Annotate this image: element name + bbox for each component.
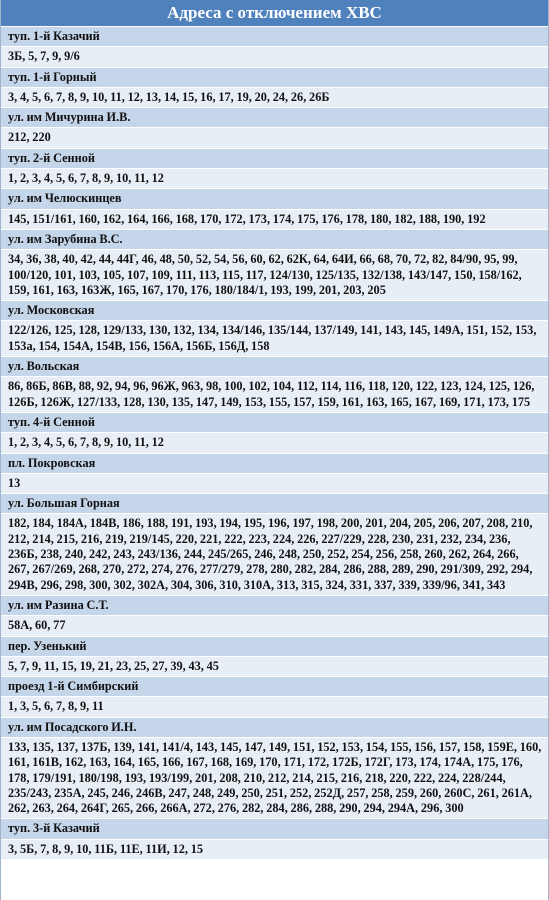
street-name-row: ул. им Разина С.Т. — [1, 596, 548, 616]
house-numbers-row: 3Б, 5, 7, 9, 9/6 — [1, 47, 548, 67]
street-name-row: туп. 4-й Сенной — [1, 413, 548, 433]
house-numbers-row: 1, 3, 5, 6, 7, 8, 9, 11 — [1, 697, 548, 717]
street-name-row: пер. Узенький — [1, 637, 548, 657]
house-numbers-row: 182, 184, 184А, 184В, 186, 188, 191, 193, 194, 195, 196, 197, 198, 200, 201, 204, 205, 206, 207, 208, 210, 212, 214, 215, 216, 219, 219/145, 220, 221, 222, 223, 224, 226, 227/229, 228, 230, 231, 232, 234, 236, 236Б, 238, 240, 242, 243, 243/136, 244, 245/265, 246, 248, 250, 252, 254, 256, 258, 260, 262, 264, 266, 267, 267/269, 268, 270, 272, 274, 276, 277/279, 278, 280, 282, 284, 286, 288, 289, 290, 291/309, 292, 294, 294В, 296, 298, 300, 302, 302А, 304, 306, 310, 310А, 313, 315, 324, 331, 337, 339, 339/96, 341, 343 — [1, 514, 548, 595]
house-numbers-row: 86, 86Б, 86В, 88, 92, 94, 96, 96Ж, 963, 98, 100, 102, 104, 112, 114, 116, 118, 120, 122, 123, 124, 125, 126, 126Б, 126Ж, 127/133, 128, 130, 135, 147, 149, 153, 155, 157, 159, 161, 163, 165, 167, 169, 171, 173, 175 — [1, 377, 548, 413]
house-numbers-row: 1, 2, 3, 4, 5, 6, 7, 8, 9, 10, 11, 12 — [1, 433, 548, 453]
house-numbers-row: 1, 2, 3, 4, 5, 6, 7, 8, 9, 10, 11, 12 — [1, 169, 548, 189]
house-numbers-row: 58А, 60, 77 — [1, 616, 548, 636]
street-name-row: ул. им Мичурина И.В. — [1, 108, 548, 128]
house-numbers-row: 5, 7, 9, 11, 15, 19, 21, 23, 25, 27, 39, 43, 45 — [1, 657, 548, 677]
street-name-row: ул. им Посадского И.Н. — [1, 718, 548, 738]
house-numbers-row: 133, 135, 137, 137Б, 139, 141, 141/4, 143, 145, 147, 149, 151, 152, 153, 154, 155, 156, 157, 158, 159Е, 160, 161, 161В, 162, 163, 164, 165, 166, 167, 168, 169, 170, 171, 172, 172Б, 172Г, 173, 174, 174А, 175, 176, 178, 179/191, 180/198, 193, 193/199, 201, 208, 210, 212, 214, 215, 216, 218, 220, 222, 224, 228/244, 235/243, 235А, 245, 246, 246В, 247, 248, 249, 250, 251, 252, 252Д, 257, 258, 259, 260, 260С, 261, 261А, 262, 263, 264, 264Г, 265, 266, 266А, 272, 276, 282, 284, 286, 288, 290, 294, 294А, 296, 300 — [1, 738, 548, 819]
house-numbers-row: 3, 4, 5, 6, 7, 8, 9, 10, 11, 12, 13, 14, 15, 16, 17, 19, 20, 24, 26, 26Б — [1, 88, 548, 108]
street-name-row: ул. Вольская — [1, 357, 548, 377]
street-name-row: ул. им Зарубина В.С. — [1, 230, 548, 250]
street-name-row: туп. 3-й Казачий — [1, 819, 548, 839]
house-numbers-row: 13 — [1, 474, 548, 494]
address-list — [1, 27, 548, 860]
house-numbers-row: 3, 5Б, 7, 8, 9, 10, 11Б, 11Е, 11И, 12, 15 — [1, 840, 548, 860]
street-name-row: туп. 1-й Горный — [1, 68, 548, 88]
house-numbers-row: 34, 36, 38, 40, 42, 44, 44Г, 46, 48, 50, 52, 54, 56, 60, 62, 62К, 64, 64И, 66, 68, 70, 72, 82, 84/90, 95, 99, 100/120, 101, 103, 105, 107, 109, 111, 113, 115, 117, 124/130, 125/135, 132/138, 143/147, 150, 158/162, 159, 161, 163, 163Ж, 165, 167, 170, 176, 180/184/1, 193, 199, 201, 203, 205 — [1, 250, 548, 301]
house-numbers-row: 212, 220 — [1, 128, 548, 148]
street-name-row: пл. Покровская — [1, 454, 548, 474]
street-name-row: ул. Московская — [1, 301, 548, 321]
street-name-row: проезд 1-й Симбирский — [1, 677, 548, 697]
street-name-row: ул. им Челюскинцев — [1, 189, 548, 209]
page-title: Адреса с отключением ХВС — [1, 0, 548, 27]
street-name-row: туп. 1-й Казачий — [1, 27, 548, 47]
street-name-row: туп. 2-й Сенной — [1, 149, 548, 169]
street-name-row: ул. Большая Горная — [1, 494, 548, 514]
house-numbers-row: 122/126, 125, 128, 129/133, 130, 132, 134, 134/146, 135/144, 137/149, 141, 143, 145, 149А, 151, 152, 153, 153а, 154, 154А, 154В, 156, 156А, 156Б, 156Д, 158 — [1, 321, 548, 357]
house-numbers-row: 145, 151/161, 160, 162, 164, 166, 168, 170, 172, 173, 174, 175, 176, 178, 180, 182, 188, 190, 192 — [1, 210, 548, 230]
